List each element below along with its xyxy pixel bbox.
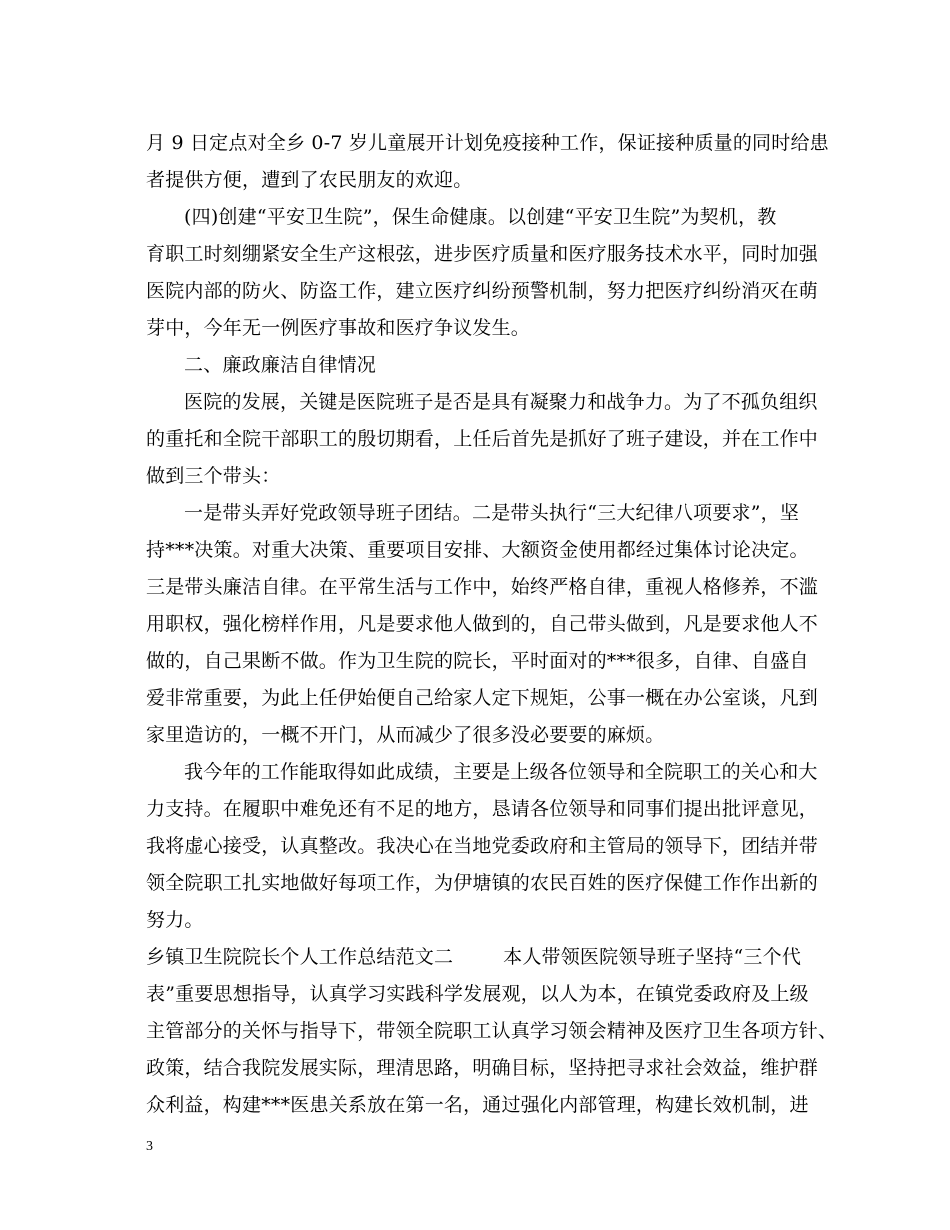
text-line: 家里造访的，一概不开门，从而减少了很多没必要要的麻烦。: [146, 724, 665, 746]
text-line: 力支持。在履职中难免还有不足的地方，恳请各位领导和同事们提出批评意见，: [146, 798, 819, 820]
text-line: 乡镇卫生院院长个人工作总结范文二 本人带领医院领导班子坚持“三个代: [146, 946, 802, 968]
text-line: 育职工时刻绷紧安全生产这根弦，进步医疗质量和医疗服务技术水平，同时加强: [146, 243, 819, 265]
text-line: 做到三个带头：: [146, 465, 281, 487]
text-line: 爱非常重要，为此上任伊始便自己给家人定下规矩，公事一概在办公室谈，凡到: [146, 687, 819, 709]
text-line: 芽中，今年无一例医疗事故和医疗争议发生。: [146, 317, 531, 339]
text-line: 政策，结合我院发展实际，理清思路，明确目标，坚持把寻求社会效益，维护群: [146, 1057, 819, 1079]
text-line: 者提供方便，遭到了农民朋友的欢迎。: [146, 169, 473, 191]
text-line: 表”重要思想指导，认真学习实践科学发展观，以人为本，在镇党委政府及上级: [146, 983, 809, 1005]
text-line: 持***决策。对重大决策、重要项目安排、大额资金使用都经过集体讨论决定。: [146, 539, 809, 561]
text-line: 努力。: [146, 909, 204, 931]
paragraph-start-line: (四)创建“平安卫生院”，保生命健康。以创建“平安卫生院”为契机，教: [184, 206, 777, 228]
text-line: 众利益，构建***医患关系放在第一名，通过强化内部管理，构建长效机制，进: [146, 1094, 809, 1116]
section-heading: 二、廉政廉洁自律情况: [184, 354, 377, 376]
text-line: 三是带头廉洁自律。在平常生活与工作中，始终严格自律，重视人格修养，不滥: [146, 576, 819, 598]
text-line: 的重托和全院干部职工的殷切期看，上任后首先是抓好了班子建设，并在工作中: [146, 428, 819, 450]
text-line: 领全院职工扎实地做好每项工作，为伊塘镇的农民百姓的医疗保健工作作出新的: [146, 872, 819, 894]
paragraph-start-line: 一是带头弄好党政领导班子团结。二是带头执行“三大纪律八项要求”，坚: [184, 502, 800, 524]
page-number: 3: [146, 1139, 153, 1154]
text-line: 我将虚心接受，认真整改。我决心在当地党委政府和主管局的领导下，团结并带: [146, 835, 819, 857]
text-line: 主管部分的关怀与指导下，带领全院职工认真学习领会精神及医疗卫生各项方针、: [146, 1020, 838, 1042]
text-line: 做的，自己果断不做。作为卫生院的院长，平时面对的***很多，自律、自盛自: [146, 650, 809, 672]
text-line: 月 9 日定点对全乡 0-7 岁儿童展开计划免疫接种工作，保证接种质量的同时给患: [146, 132, 829, 154]
paragraph-start-line: 我今年的工作能取得如此成绩，主要是上级各位领导和全院职工的关心和大: [184, 761, 818, 783]
text-line: 用职权，强化榜样作用，凡是要求他人做到的，自己带头做到，凡是要求他人不: [146, 613, 819, 635]
text-line: 医院内部的防火、防盗工作，建立医疗纠纷预警机制，努力把医疗纠纷消灭在萌: [146, 280, 819, 302]
paragraph-start-line: 医院的发展，关键是医院班子是否是具有凝聚力和战争力。为了不孤负组织: [184, 391, 818, 413]
